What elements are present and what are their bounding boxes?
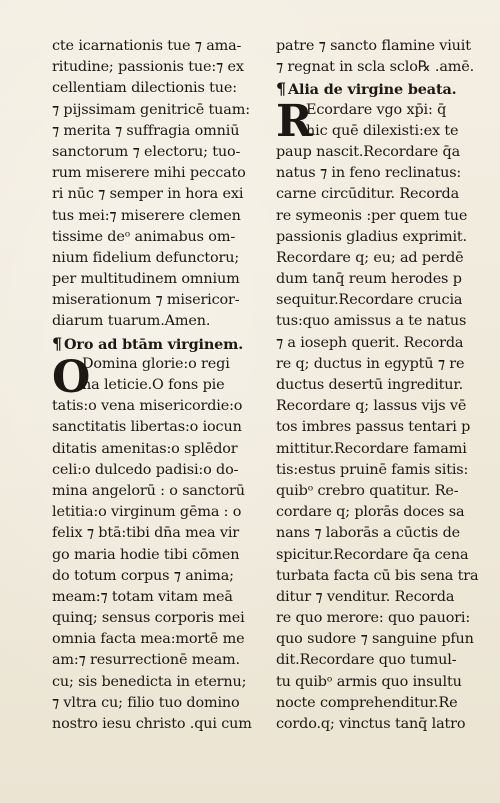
prayer-heading xyxy=(52,333,266,354)
text-line: nans ⁊ laborās a cūctis de xyxy=(276,525,460,542)
text-line: ritudine; passionis tue:⁊ ex xyxy=(52,59,244,76)
text-line: quibᵒ crebro quatitur. Re- xyxy=(276,482,459,499)
text-line: ri nūc ⁊ semper in hora exi xyxy=(52,186,244,203)
text-line: carne circūditur. Recorda xyxy=(276,186,460,203)
text-line: ⁊ pijssimam genitricē tuam: xyxy=(52,101,250,118)
text-line: patre ⁊ sancto flamine viuit xyxy=(276,38,471,54)
text-line: nocte comprehenditur.Re xyxy=(276,694,458,711)
text-line: passionis gladius exprimit. xyxy=(276,228,467,245)
text-line: ⁊ vltra cu; filio tuo domino xyxy=(52,694,240,711)
text-line: quo sudore ⁊ sanguine pfun xyxy=(276,631,474,648)
text-line: ditatis amenitas:o splēdor xyxy=(52,440,238,457)
text-line: spicitur.Recordare q̄a cena xyxy=(276,546,469,563)
text-line: celi:o dulcedo padisi:o do- xyxy=(52,461,239,478)
initial-line: Domina glorie:o regi xyxy=(82,355,230,372)
text-line: Recordare q; eu; ad perdē xyxy=(276,249,464,266)
text-line: re symeonis :per quem tue xyxy=(276,207,468,224)
text-line: sanctorum ⁊ electoru; tuo- xyxy=(52,143,241,160)
text-line: mina angelorū : o sanctorū xyxy=(52,482,245,499)
text-line: sequitur.Recordare crucia xyxy=(276,292,463,309)
text-line: cellentiam dilectionis tue: xyxy=(52,80,237,97)
text-line: tis:estus pruinē famis sitis: xyxy=(276,461,469,478)
text-line: tus mei:⁊ miserere clemen xyxy=(52,207,241,224)
paragraph-mark-icon: ¶ xyxy=(276,79,287,99)
text-line: diarum tuarum.Amen. xyxy=(52,313,211,330)
text-line: quinq; sensus corporis mei xyxy=(52,610,245,627)
text-line: go maria hodie tibi cōmen xyxy=(52,546,240,563)
text-line: nium fidelium defunctoru; xyxy=(52,249,240,266)
text-line: ⁊ a ioseph querit. Recorda xyxy=(276,334,464,351)
text-line: tus:quo amissus a te natus xyxy=(276,313,467,330)
text-line: cordare q; plorās doces sa xyxy=(276,504,465,521)
text-line: cordo.q; vinctus tanq̄ latro xyxy=(276,716,466,732)
prayer-heading-text: Alia de virgine beata. xyxy=(288,81,457,99)
left-lines-a xyxy=(52,36,266,333)
initial-line: hic quē dilexisti:ex te xyxy=(306,122,459,139)
text-line: tissime deᵒ animabus om- xyxy=(52,228,236,245)
left-column xyxy=(52,36,266,735)
text-line: am:⁊ resurrectionē meam. xyxy=(52,652,240,669)
text-line: rum miserere mihi peccato xyxy=(52,165,246,182)
text-line: ditur ⁊ venditur. Recorda xyxy=(276,588,455,605)
text-line: ⁊ merita ⁊ suffragia omniū xyxy=(52,122,240,139)
text-line: Recordare q; lassus vijs vē xyxy=(276,398,467,415)
text-line: cte icarnationis tue ⁊ ama- xyxy=(52,38,242,54)
text-line: letitia:o virginum gēma : o xyxy=(52,504,242,521)
text-line: tu quibᵒ armis quo insultu xyxy=(276,673,462,690)
text-line: omnia facta mea:mortē me xyxy=(52,631,245,648)
text-line: re q; ductus in egyptū ⁊ re xyxy=(276,355,465,372)
initial-letter: R xyxy=(276,95,313,147)
paragraph-mark-icon: ¶ xyxy=(52,333,63,353)
text-line: cu; sis benedicta in eternu; xyxy=(52,673,247,690)
text-line: nostro iesu christo .qui cum xyxy=(52,716,252,732)
text-line: meam:⁊ totam vitam meā xyxy=(52,588,233,605)
text-line: ductus desertū ingreditur. xyxy=(276,377,463,393)
right-lines-b xyxy=(276,142,490,735)
text-line: paup nascit.Recordare q̄a xyxy=(276,143,461,160)
text-line: tatis:o vena misericordie:o xyxy=(52,398,243,415)
text-line: per multitudinem omnium xyxy=(52,271,240,288)
initial-letter: O xyxy=(52,351,91,403)
right-lines-a xyxy=(276,36,490,78)
text-line: do totum corpus ⁊ anima; xyxy=(52,567,234,584)
text-line: ⁊ regnat in scla sclo℞ .amē. xyxy=(276,59,475,76)
text-line: mittitur.Recordare famami xyxy=(276,440,467,457)
text-line: tos imbres passus tentari p xyxy=(276,419,471,436)
text-line: dit.Recordare quo tumul- xyxy=(276,652,457,669)
initial-line: Ecordare vgo xp̄i: q̄ xyxy=(306,101,447,118)
initial-line: na leticie.O fons pie xyxy=(82,377,225,393)
text-line: miserationum ⁊ misericor- xyxy=(52,292,240,309)
right-column xyxy=(276,36,490,735)
initial-block xyxy=(52,351,266,403)
text-line: natus ⁊ in feno reclinatus: xyxy=(276,165,462,182)
initial-block xyxy=(276,95,490,147)
text-line: turbata facta cū bis sena tra xyxy=(276,567,479,584)
prayer-heading-text: Oro ad btām virginem. xyxy=(64,335,244,353)
left-lines-b xyxy=(52,396,266,735)
text-line: dum tanq̄ reum herodes p xyxy=(276,271,462,288)
text-line: re quo merore: quo pauori: xyxy=(276,610,471,627)
text-line: sanctitatis libertas:o iocun xyxy=(52,419,242,436)
text-line: felix ⁊ btā:tibi dn̄a mea vir xyxy=(52,525,240,542)
